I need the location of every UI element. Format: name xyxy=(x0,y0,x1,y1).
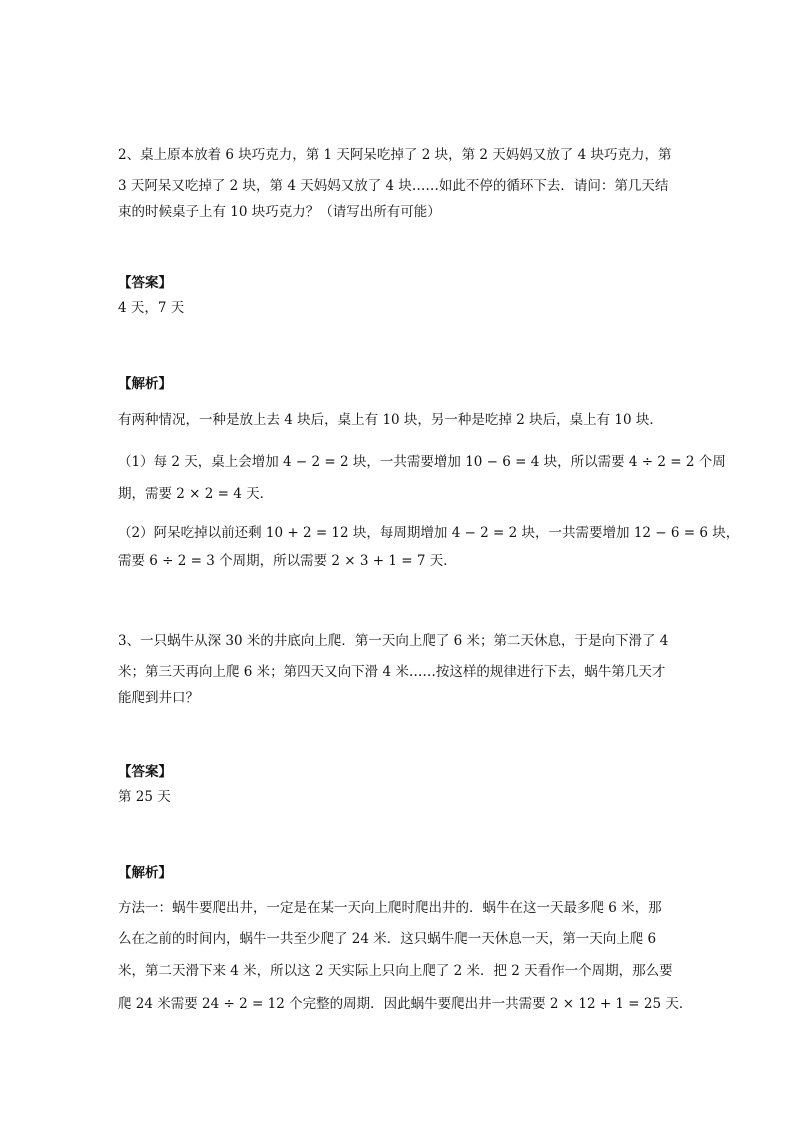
q3-answer: 第 25 天 xyxy=(118,789,171,805)
q3-question-line-3: 能爬到井口？ xyxy=(118,690,199,706)
q3-analysis-line-4: 爬 24 米需要 24 ÷ 2 = 12 个完整的周期．因此蜗牛要爬出井一共需要 2 × 12 + 1 = 25 天． xyxy=(118,996,693,1012)
q3-analysis-line-3: 米，第二天滑下来 4 米，所以这 2 天实际上只向上爬了 2 米．把 2 天看作一个周期，那么要 xyxy=(118,963,673,979)
q2-question-line-3: 束的时候桌子上有 10 块巧克力？（请写出所有可能） xyxy=(118,204,441,220)
q2-question-line-1: 2、桌上原本放着 6 块巧克力，第 1 天阿呆吃掉了 2 块，第 2 天妈妈又放了 4 块巧克力，第 xyxy=(118,147,672,163)
q3-analysis-heading: 【解析】 xyxy=(118,865,172,881)
q2-answer: 4 天，7 天 xyxy=(118,300,185,316)
q3-question-line-2: 米；第三天再向上爬 6 米；第四天又向下滑 4 米……按这样的规律进行下去，蜗牛第几天才 xyxy=(118,664,666,680)
q2-answer-heading: 【答案】 xyxy=(118,275,172,291)
q3-answer-heading: 【答案】 xyxy=(118,764,172,780)
q2-analysis-line-5: 需要 6 ÷ 2 = 3 个周期，所以需要 2 × 3 + 1 = 7 天． xyxy=(118,553,457,569)
q2-analysis-line-4: （2）阿呆吃掉以前还剩 10 + 2 = 12 块，每周期增加 4 − 2 = 2 块，一共需要增加 12 − 6 = 6 块， xyxy=(118,525,740,541)
q2-analysis-heading: 【解析】 xyxy=(118,376,172,392)
q3-analysis-line-1: 方法一：蜗牛要爬出井，一定是在某一天向上爬时爬出井的．蜗牛在这一天最多爬 6 米，那 xyxy=(118,900,662,916)
q2-question-line-2: 3 天阿呆又吃掉了 2 块，第 4 天妈妈又放了 4 块……如此不停的循环下去．请问：第几天结 xyxy=(118,178,669,194)
q2-analysis-line-2: （1）每 2 天，桌上会增加 4 − 2 = 2 块，一共需要增加 10 − 6 = 4 块，所以需要 4 ÷ 2 = 2 个周 xyxy=(118,454,726,470)
q2-analysis-line-1: 有两种情况，一种是放上去 4 块后，桌上有 10 块，另一种是吃掉 2 块后，桌上有 10 块． xyxy=(118,412,663,428)
q3-question-line-1: 3、一只蜗牛从深 30 米的井底向上爬．第一天向上爬了 6 米；第二天休息，于是向下滑了 4 xyxy=(118,633,669,649)
q2-analysis-line-3: 期，需要 2 × 2 = 4 天． xyxy=(118,486,274,502)
q3-analysis-line-2: 么在之前的时间内，蜗牛一共至少爬了 24 米．这只蜗牛爬一天休息一天，第一天向上爬 6 xyxy=(118,931,657,947)
